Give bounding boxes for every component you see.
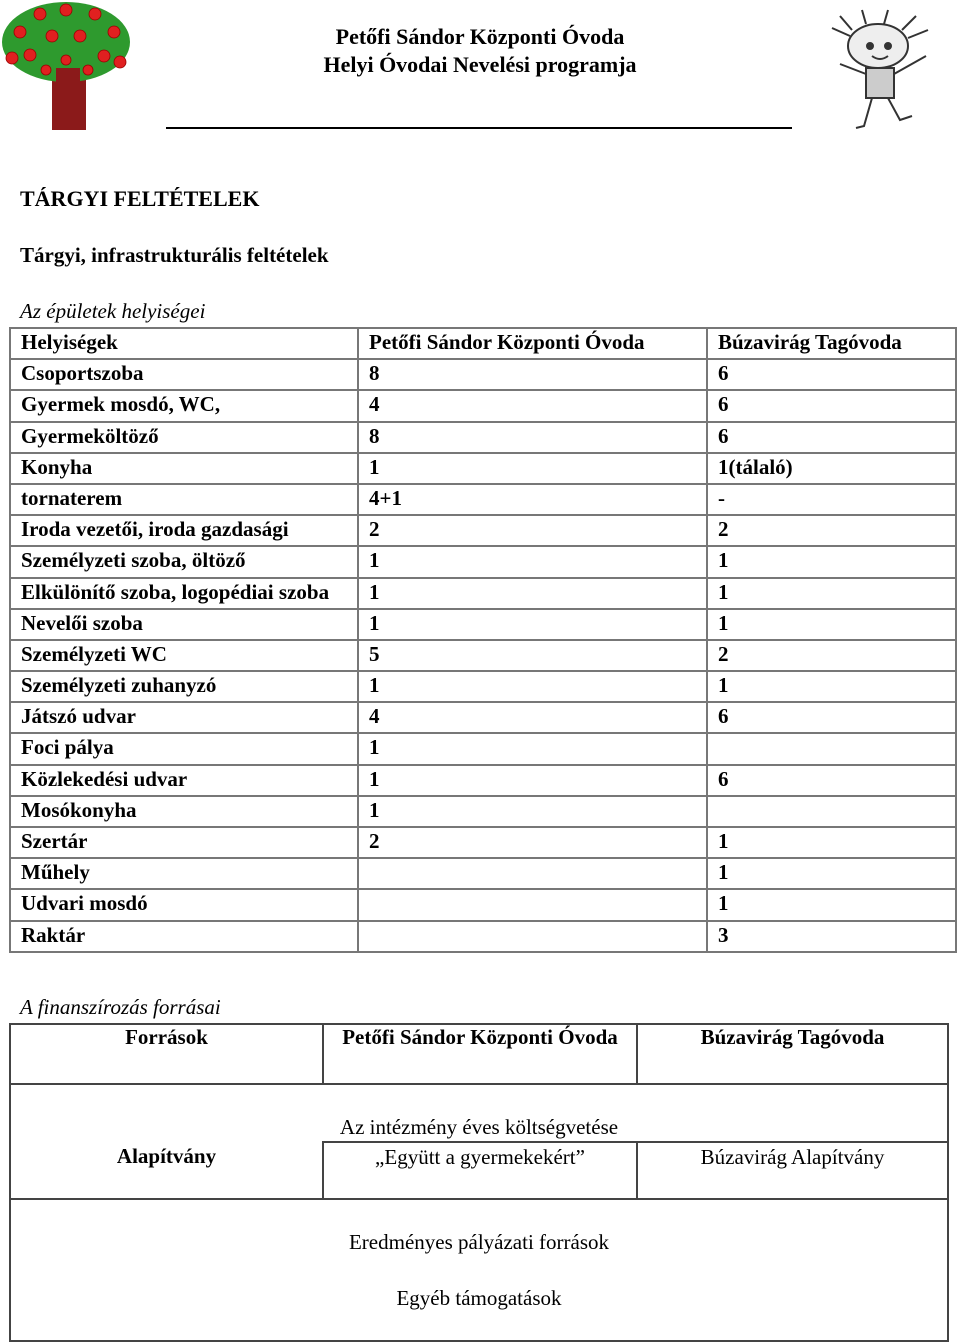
foundation-2: Búzavirág Alapítvány	[637, 1142, 948, 1199]
branch-count-cell	[707, 796, 956, 827]
table-row	[10, 796, 956, 827]
room-name-cell: Nevelői szoba	[10, 609, 358, 640]
central-count-cell: 2	[358, 827, 707, 858]
foundation-label: Alapítvány	[10, 1142, 323, 1199]
table-row	[10, 640, 956, 671]
room-name-cell: Személyzeti zuhanyzó	[10, 671, 358, 702]
branch-count-cell: 1	[707, 889, 956, 920]
room-name-cell: Udvari mosdó	[10, 889, 358, 920]
branch-count-cell: 6	[707, 390, 956, 421]
central-count-cell: 1	[358, 578, 707, 609]
table-row	[10, 1142, 948, 1199]
branch-count-cell: 1	[707, 827, 956, 858]
other-support-text: Egyéb támogatások	[396, 1286, 562, 1310]
header-title: Petőfi Sándor Központi Óvoda	[335, 24, 625, 49]
header-cell: Források	[10, 1024, 323, 1084]
central-count-cell: 1	[358, 453, 707, 484]
room-name-cell: Szertár	[10, 827, 358, 858]
table-row	[10, 733, 956, 764]
central-count-cell: 1	[358, 546, 707, 577]
table-row	[10, 858, 956, 889]
table-row	[10, 484, 956, 515]
table-header-row	[10, 328, 956, 359]
table-row	[10, 921, 956, 952]
central-count-cell: 1	[358, 609, 707, 640]
room-name-cell: Közlekedési udvar	[10, 765, 358, 796]
table-header-row	[10, 1024, 948, 1084]
room-name-cell: Konyha	[10, 453, 358, 484]
header-cell: Búzavirág Tagóvoda	[707, 328, 956, 359]
room-name-cell: Személyzeti szoba, öltöző	[10, 546, 358, 577]
table-row	[10, 827, 956, 858]
table-row	[10, 609, 956, 640]
central-count-cell: 1	[358, 796, 707, 827]
finance-table	[9, 1023, 949, 1342]
central-count-cell: 5	[358, 640, 707, 671]
table-row	[10, 702, 956, 733]
table-row	[10, 671, 956, 702]
foundation-1: „Együtt a gyermekekért”	[323, 1142, 637, 1199]
branch-count-cell: 1	[707, 858, 956, 889]
table-row	[10, 889, 956, 920]
central-count-cell: 8	[358, 359, 707, 390]
header-rule	[166, 127, 792, 129]
finance-caption: A finanszírozás forrásai	[20, 995, 221, 1019]
budget-cell: Az intézmény éves költségvetése	[10, 1084, 948, 1142]
branch-count-cell: 1(tálaló)	[707, 453, 956, 484]
branch-count-cell: -	[707, 484, 956, 515]
rooms-table	[9, 327, 957, 953]
central-count-cell: 4+1	[358, 484, 707, 515]
branch-count-cell: 3	[707, 921, 956, 952]
header-cell: Petőfi Sándor Központi Óvoda	[358, 328, 707, 359]
branch-count-cell: 1	[707, 671, 956, 702]
central-count-cell: 8	[358, 422, 707, 453]
branch-count-cell	[707, 733, 956, 764]
central-count-cell: 1	[358, 671, 707, 702]
room-name-cell: Csoportszoba	[10, 359, 358, 390]
branch-count-cell: 2	[707, 515, 956, 546]
central-count-cell	[358, 921, 707, 952]
room-name-cell: Iroda vezetői, iroda gazdasági	[10, 515, 358, 546]
central-count-cell: 1	[358, 733, 707, 764]
room-name-cell: Gyermeköltöző	[10, 422, 358, 453]
central-count-cell	[358, 858, 707, 889]
table-row	[10, 390, 956, 421]
table-row	[10, 422, 956, 453]
header-subtitle: Helyi Óvodai Nevelési programja	[323, 52, 637, 77]
table-row	[10, 453, 956, 484]
branch-count-cell: 6	[707, 422, 956, 453]
central-count-cell: 4	[358, 702, 707, 733]
header-cell: Búzavirág Tagóvoda	[637, 1024, 948, 1084]
branch-count-cell: 6	[707, 702, 956, 733]
table-row	[10, 578, 956, 609]
table-row	[10, 1084, 948, 1142]
room-name-cell: Foci pálya	[10, 733, 358, 764]
branch-count-cell: 2	[707, 640, 956, 671]
branch-count-cell: 1	[707, 609, 956, 640]
branch-count-cell: 6	[707, 765, 956, 796]
room-name-cell: Műhely	[10, 858, 358, 889]
central-count-cell: 2	[358, 515, 707, 546]
room-name-cell: Játszó udvar	[10, 702, 358, 733]
central-count-cell	[358, 889, 707, 920]
table-row	[10, 1199, 948, 1341]
table-row	[10, 765, 956, 796]
room-name-cell: Raktár	[10, 921, 358, 952]
subsection-title: Tárgyi, infrastrukturális feltételek	[20, 243, 329, 267]
rooms-caption: Az épületek helyiségei	[20, 299, 206, 323]
branch-count-cell: 1	[707, 578, 956, 609]
central-count-cell: 1	[358, 765, 707, 796]
room-name-cell: Gyermek mosdó, WC,	[10, 390, 358, 421]
branch-count-cell: 6	[707, 359, 956, 390]
grants-cell	[10, 1199, 948, 1341]
grants-text: Eredményes pályázati források	[348, 1230, 610, 1254]
room-name-cell: tornaterem	[10, 484, 358, 515]
table-row	[10, 359, 956, 390]
table-row	[10, 546, 956, 577]
table-row	[10, 515, 956, 546]
room-name-cell: Mosókonyha	[10, 796, 358, 827]
header-cell: Petőfi Sándor Központi Óvoda	[323, 1024, 637, 1084]
room-name-cell: Személyzeti WC	[10, 640, 358, 671]
central-count-cell: 4	[358, 390, 707, 421]
branch-count-cell: 1	[707, 546, 956, 577]
section-title: TÁRGYI FELTÉTELEK	[20, 186, 260, 211]
header-cell: Helyiségek	[10, 328, 358, 359]
room-name-cell: Elkülönítő szoba, logopédiai szoba	[10, 578, 358, 609]
